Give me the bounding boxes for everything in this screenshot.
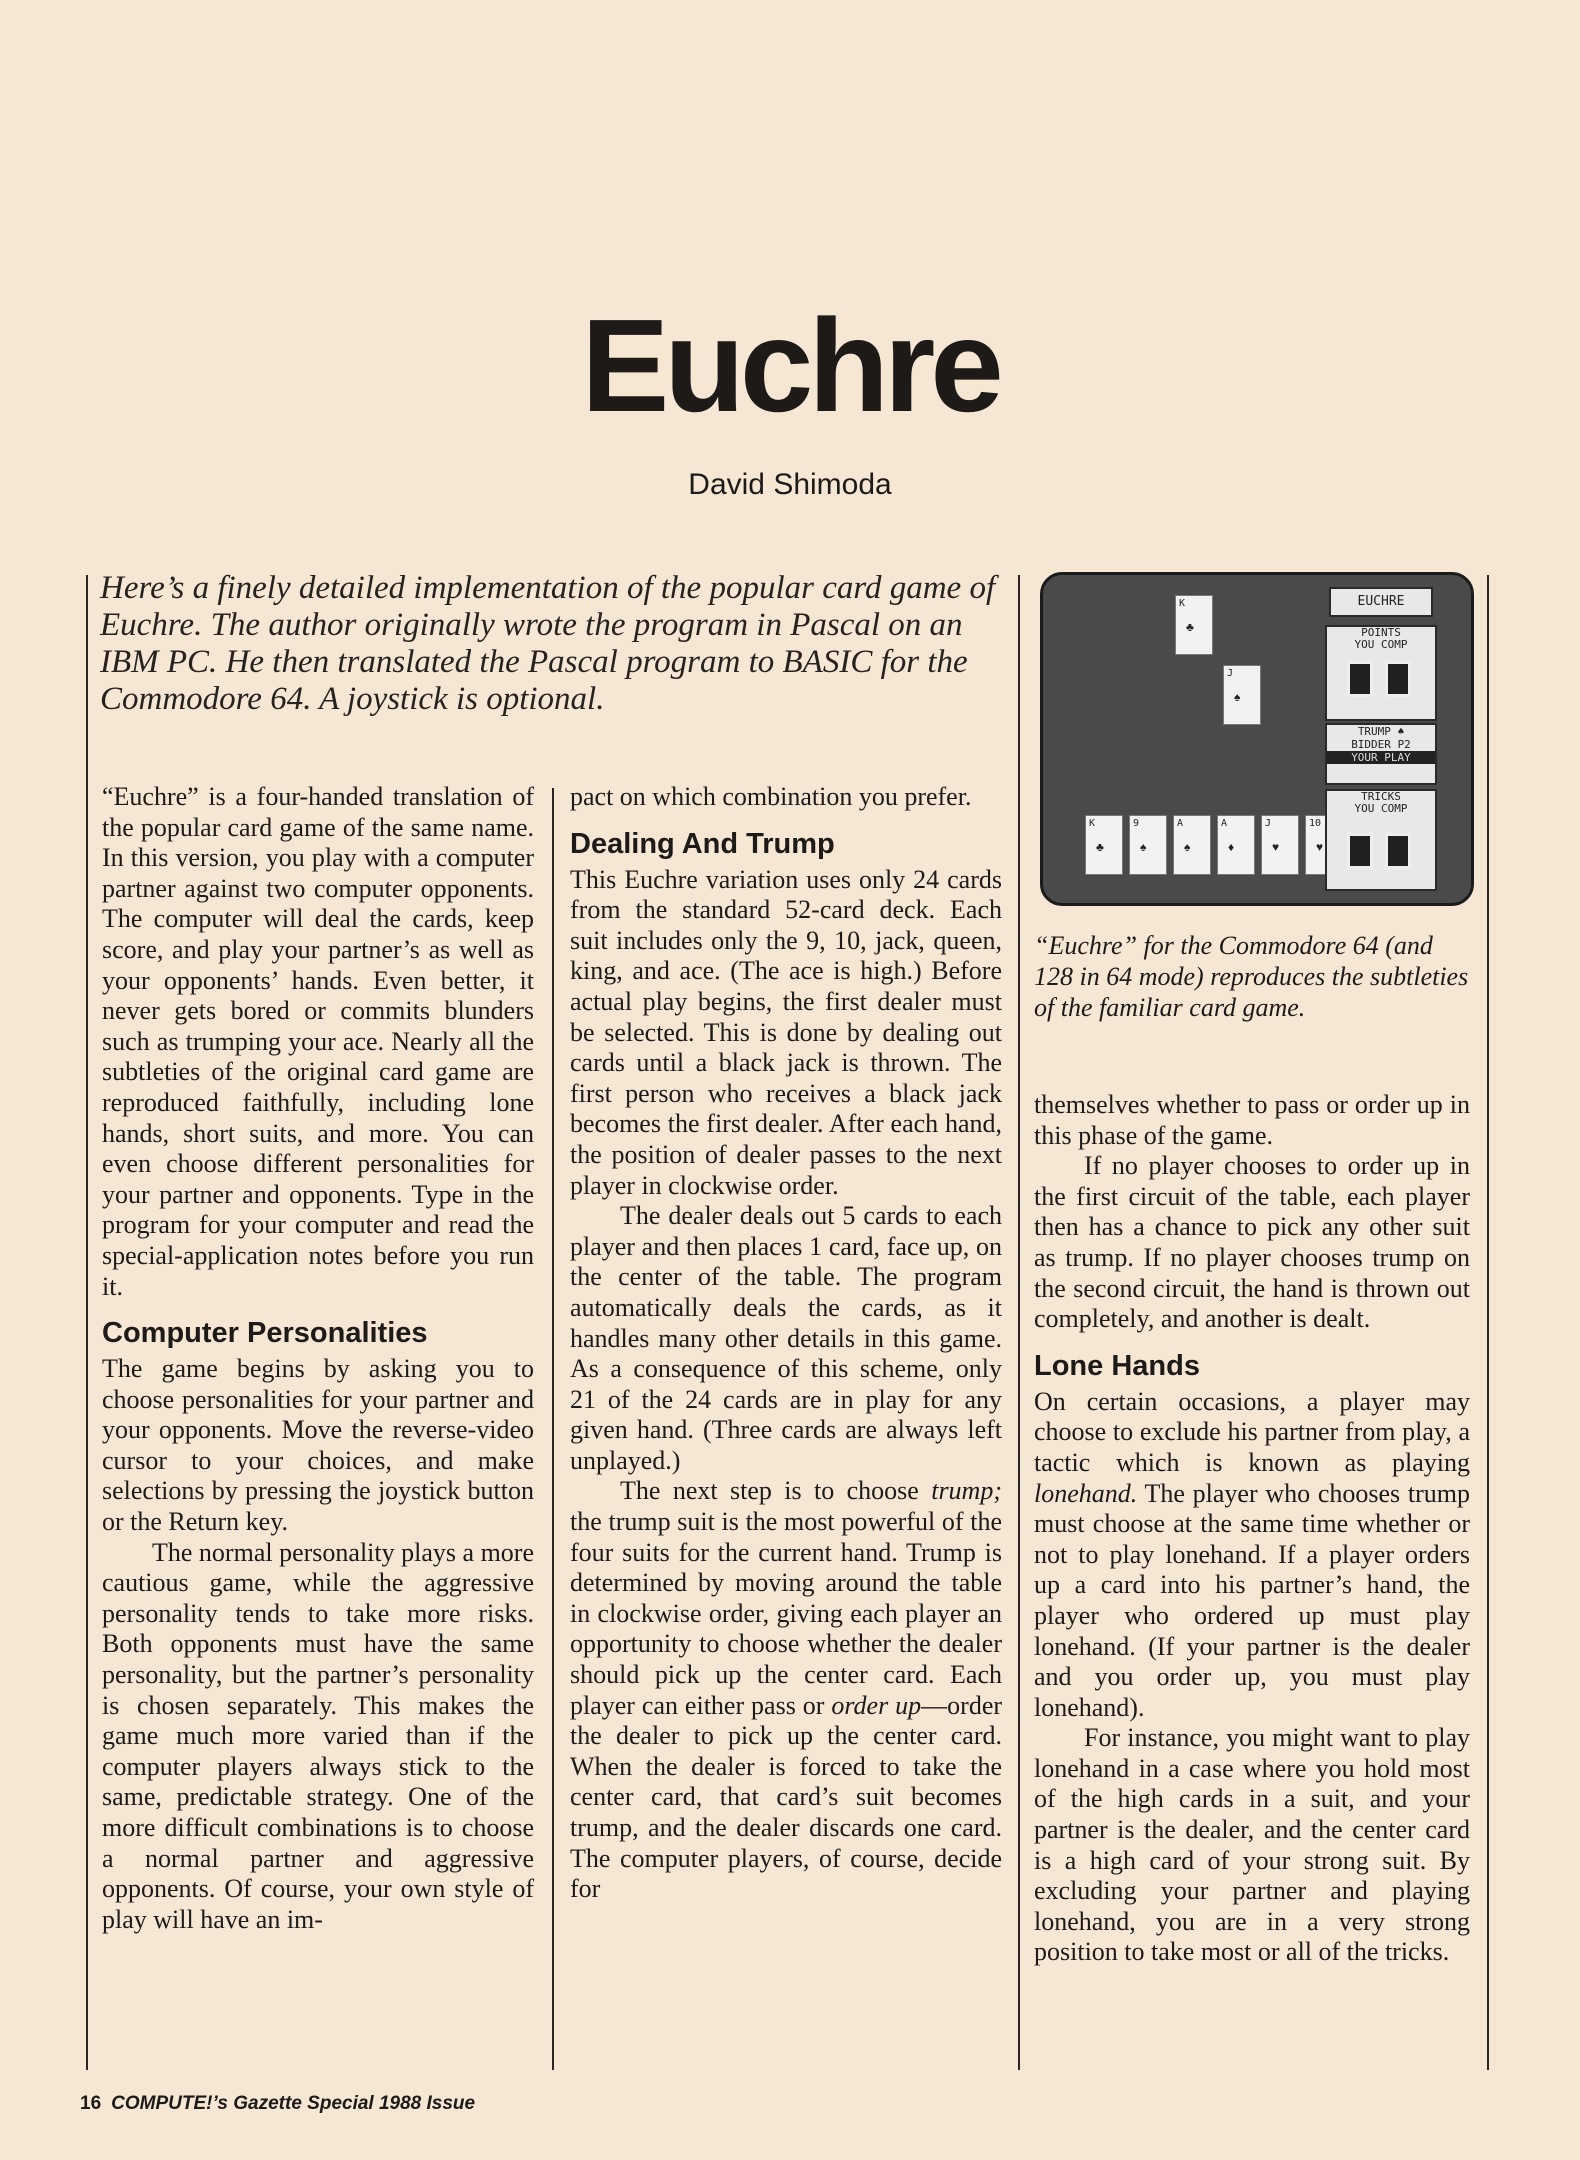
- points-panel: [1325, 625, 1437, 721]
- heading-lone-hands: Lone Hands: [1034, 1349, 1200, 1382]
- article-title: Euchre: [581, 292, 999, 439]
- hand-card: J ♥: [1261, 815, 1299, 875]
- heading-dealing-and-trump: Dealing And Trump: [570, 827, 835, 860]
- article-byline: David Shimoda: [688, 468, 892, 501]
- page-number: 16: [80, 2093, 102, 2114]
- trump-label: TRUMP ♠: [1357, 725, 1405, 738]
- magazine-name: COMPUTE!’s Gazette Special 1988 Issue: [111, 2093, 476, 2114]
- col3-paragraph-3: On certain occasions, a player may choose to exclude his partner from play, a tactic which is known as playing lonehand. The player who chooses trump must choose at the same time whether or not to play lonehand. If a player orders up a card into his partner’s hand, the player who ordered up must play lonehand. (If your partner is the dealer and you order up, you must play lonehand).: [1034, 1386, 1470, 1722]
- screen-title-box: EUCHRE: [1329, 587, 1433, 617]
- term-trump: trump;: [931, 1476, 1002, 1506]
- hand-card: K ♣: [1085, 815, 1123, 875]
- card-top: K ♣: [1175, 595, 1213, 655]
- points-label: POINTS: [1361, 626, 1401, 639]
- rule-col-1-2: [552, 788, 554, 2070]
- col2-paragraph-4: The next step is to choose trump; the trump suit is the most powerful of the four suits for the current hand. Trump is determined by moving around the table in clockwise order, giving each player an opportunity to choose whether the dealer should pick up the center card. Each player can either pass or order up—order the dealer to pick up the center card. When the dealer is forced to take the center card, that card’s suit becomes trump, and the dealer discards one card. The computer players, of course, decide for: [570, 1476, 1003, 1904]
- points-you-score: [1347, 661, 1373, 697]
- term-lonehand: lonehand.: [1034, 1478, 1138, 1508]
- points-comp-score: [1385, 661, 1411, 697]
- hand-card: 9 ♠: [1129, 815, 1167, 875]
- tricks-you-score: [1347, 833, 1373, 869]
- heading-computer-personalities: Computer Personalities: [102, 1317, 428, 1350]
- col3-paragraph-2: If no player chooses to order up in the first circuit of the table, each player then has a chance to pick any other suit as trump. If no player chooses trump on the second circuit, the hand is thrown out completely, and another is dealt.: [1034, 1151, 1470, 1334]
- tricks-you-comp: YOU COMP: [1354, 802, 1408, 815]
- hand-card: A ♦: [1217, 815, 1255, 875]
- hand-card: 10 ♥: [1305, 815, 1343, 875]
- figure-caption: “Euchre” for the Commodore 64 (and 128 in 64 mode) reproduces the subtleties of the familiar card game.: [1034, 931, 1469, 1022]
- game-screenshot: [1040, 572, 1474, 906]
- col2-paragraph-2: This Euchre variation uses only 24 cards from the standard 52-card deck. Each suit includes only the 9, 10, jack, queen, king, and ace. (The ace is high.) Before actual play begins, the first dealer must be selected. This is done by dealing out cards until a black jack is thrown. The first person who receives a black jack becomes the first dealer. After each hand, the position of dealer passes to the next player in clockwise order.: [570, 864, 1002, 1200]
- col1-paragraph-3: The normal personality plays a more cautious game, while the aggressive personality tends to take more risks. Both opponents must have the same personality, but the partner’s personality is chosen separately. This makes the game much more varied than if the computer players always stick to the same, predictable strategy. One of the more difficult combinations is to choose a normal partner and aggressive opponents. Of course, your own style of play will have an im-: [102, 1537, 534, 1934]
- your-play-label: YOUR PLAY: [1327, 751, 1435, 764]
- term-order-up: order up: [831, 1690, 922, 1720]
- col3-paragraph-1: themselves whether to pass or order up in this phase of the game.: [1034, 1090, 1470, 1150]
- page-footer: [80, 2093, 475, 2115]
- bidder-label: BIDDER P2: [1351, 738, 1411, 751]
- tricks-label: TRICKS: [1361, 790, 1401, 803]
- col3-paragraph-4: For instance, you might want to play lonehand in a case where you hold most of the high cards in a suit, and your partner is the dealer, and the center card is a high card of your strong suit. By excluding your partner and playing lonehand, you are in a very strong position to take most or all of the tricks.: [1034, 1723, 1470, 1967]
- column-2: [570, 782, 1002, 1905]
- rule-col-2-3: [1018, 575, 1020, 2070]
- rule-right: [1487, 575, 1489, 2070]
- col1-paragraph-2: The game begins by asking you to choose personalities for your partner and your opponents. Move the reverse-video cursor to your choices, and make selections by pressing the joystick button or the Return key.: [102, 1354, 534, 1537]
- col1-paragraph-1: “Euchre” is a four-handed translation of the popular card game of the same name. In this version, you play with a computer partner against two computer opponents. The computer will deal the cards, keep score, and play your partner’s as well as your opponents’ hands. Even better, it never gets bored or commits blunders such as trumping your ace. Nearly all the subtleties of the original card game are reproduced faithfully, including lone hands, short suits, and more. You can even choose different personalities for your partner and opponents. Type in the program for your computer and read the special-application notes before you run it.: [102, 782, 534, 1301]
- col2-paragraph-1: pact on which combination you prefer.: [570, 782, 972, 811]
- points-you-comp: YOU COMP: [1354, 638, 1408, 651]
- column-3: [1034, 1090, 1470, 1968]
- trump-panel: [1325, 723, 1437, 785]
- column-1: [102, 782, 534, 1935]
- tricks-panel: [1325, 789, 1437, 891]
- rule-left: [86, 575, 88, 2070]
- card-center: J ♠: [1223, 665, 1261, 725]
- trump-suit-icon: ♠: [1397, 725, 1405, 738]
- article-intro: Here’s a finely detailed implementation of the popular card game of Euchre. The author originally wrote the program in Pascal on an IBM PC. He then translated the Pascal program to BASIC for the Commodore 64. A joystick is optional.: [100, 570, 996, 717]
- col2-paragraph-3: The dealer deals out 5 cards to each player and then places 1 card, face up, on the center of the table. The program automatically deals the cards, as it handles many other details in this game. As a consequence of this scheme, only 21 of the 24 cards are in play for any given hand. (Three cards are always left unplayed.): [570, 1201, 1002, 1475]
- tricks-comp-score: [1385, 833, 1411, 869]
- hand-card: A ♠: [1173, 815, 1211, 875]
